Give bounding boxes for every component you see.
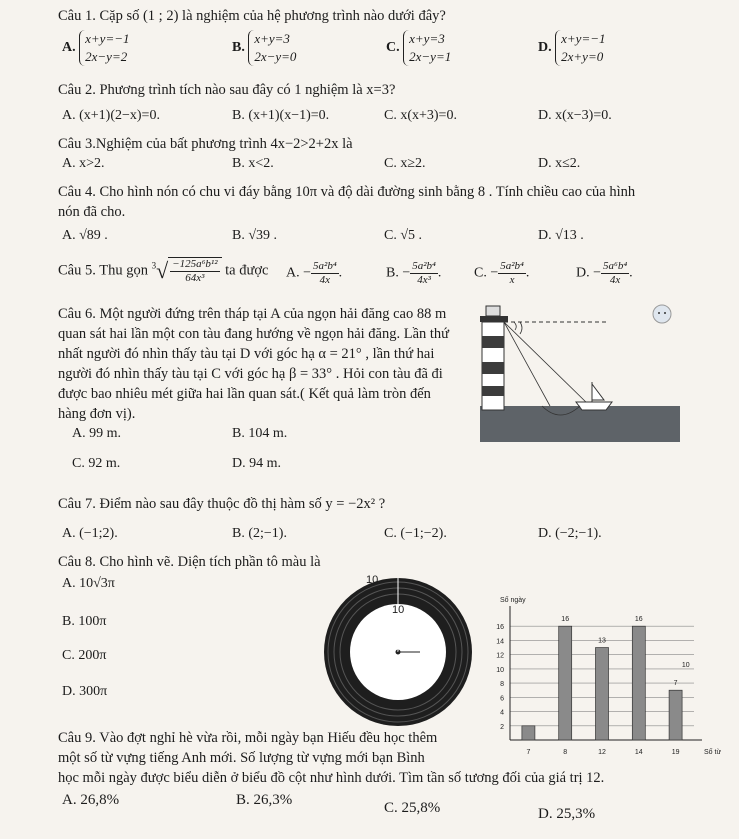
bar-value-label: 7 [673, 680, 678, 688]
q1-stem: Câu 1. Cặp số (1 ; 2) là nghiệm của hệ phương trình nào dưới đây? [58, 8, 446, 24]
bar-12 [596, 648, 609, 740]
q5-d-den: 4x [609, 274, 621, 286]
q6-line1: Câu 6. Một người đứng trên tháp tại A của ngọn hải đăng cao 88 m [58, 306, 447, 322]
q5-root-index: 3 [151, 260, 157, 271]
sun-icon [653, 305, 671, 323]
y-tick-label: 2 [500, 723, 504, 731]
q1-a-line2: 2x−y=2 [85, 49, 128, 64]
q1-b-line1: x+y=3 [254, 31, 290, 46]
q1-a-line1: x+y=−1 [85, 31, 130, 46]
q1-c-line2: 2x−y=1 [409, 49, 452, 64]
x-tick-label: 12 [598, 749, 606, 756]
q8-inner-radius-label: 10 [392, 604, 405, 616]
q7-option-c[interactable]: C. (−1;−2). [384, 526, 447, 541]
q4-stem-line2: nón đã cho. [58, 204, 126, 220]
q6-line4: người đó nhìn thấy tàu tại C với góc hạ β = 33° . Hỏi con tàu đã đi [58, 366, 443, 382]
q5-b-den: 4x³ [417, 274, 431, 286]
q9-line3: học mỗi ngày được biểu diễn ở biểu đồ cột như hình dưới. Tìm tần số tương đối của giá trị 12. [58, 770, 605, 786]
y-tick-label: 8 [500, 681, 504, 689]
q5-option-c[interactable]: C. − $\frac{\text{5a²b⁴}}{x}$ . [474, 260, 530, 286]
q1-option-c[interactable] [386, 30, 451, 66]
q9-line2: một số từ vựng tiếng Anh mới. Số lượng từ vựng mới bạn Bình [58, 750, 425, 766]
y-tick-label: 16 [496, 624, 504, 632]
q2-option-b[interactable]: B. (x+1)(x−1)=0. [232, 108, 330, 123]
q1-option-b[interactable] [232, 30, 296, 66]
q6-option-a[interactable]: A. 99 m. [72, 426, 121, 441]
q9-option-d[interactable]: D. 25,3% [538, 806, 596, 822]
q5-c-den: x [509, 274, 515, 286]
q6-option-b[interactable]: B. 104 m. [232, 426, 288, 441]
q5-c-label: C. − [474, 265, 499, 281]
q1-d-line2: 2x+y=0 [561, 49, 604, 64]
q7-option-b[interactable]: B. (2;−1). [232, 526, 287, 541]
q6-line5: được bao nhiêu mét giữa hai lần quan sát.( Kết quả làm tròn đến [58, 386, 431, 402]
q5-option-d[interactable]: D. − $\frac{\text{5a⁶b⁴}}{4x}$ . [576, 260, 633, 286]
q6-line2: quan sát hai lần một con tàu đang hướng về ngọn hải đăng. Lần thứ [58, 326, 450, 342]
q2-stem: Câu 2. Phương trình tích nào sau đây có 1 nghiệm là x=3? [58, 82, 396, 98]
q7-stem: Câu 7. Điểm nào sau đây thuộc đồ thị hàm số y = −2x² ? [58, 496, 386, 512]
bar-14 [632, 626, 645, 740]
q5-d-label: D. − [576, 265, 602, 281]
extra-label: 10 [681, 661, 690, 669]
q4-stem-line1: Câu 4. Cho hình nón có chu vi đáy bằng 10π và độ dài đường sinh bằng 8 . Tính chiều cao của hình [58, 184, 636, 200]
q1-option-d[interactable] [538, 30, 605, 66]
q1-b-label: B. [232, 40, 245, 56]
q9-option-a[interactable]: A. 26,8% [62, 792, 120, 808]
lighthouse-tower [480, 306, 508, 410]
q3-option-b[interactable]: B. x<2. [232, 156, 274, 171]
q3-option-d[interactable]: D. x≤2. [538, 156, 581, 171]
q5-radicand-den: 64x³ [185, 272, 205, 284]
q6-line3: nhất người đó nhìn thấy tàu tại D với góc hạ α = 21° , lần thứ hai [58, 346, 435, 362]
bar-value-label: 16 [561, 616, 570, 624]
q4-option-d[interactable]: D. √13 . [538, 228, 584, 243]
q9-option-b[interactable]: B. 26,3% [236, 792, 293, 808]
q5-d-num: 5a⁶b⁴ [603, 260, 628, 272]
q1-b-line2: 2x−y=0 [254, 49, 297, 64]
q6-option-d[interactable]: D. 94 m. [232, 456, 281, 471]
q4-option-c[interactable]: C. √5 . [384, 228, 423, 243]
q5-a-den: 4x [319, 274, 331, 286]
q2-option-c[interactable]: C. x(x+3)=0. [384, 108, 457, 123]
y-tick-label: 6 [500, 695, 504, 703]
q5-c-num: 5a²b⁴ [500, 260, 524, 272]
q8-outer-radius-label: 10 [366, 574, 379, 586]
bar-value-label: 13 [598, 637, 606, 645]
y-tick-label: 10 [496, 666, 504, 674]
q8-option-b[interactable]: B. 100π [62, 614, 107, 629]
q5-a-label: A. − [286, 265, 312, 281]
q3-stem: Câu 3.Nghiệm của bất phương trình 4x−2>2+2x là [58, 136, 353, 152]
q4-option-b[interactable]: B. √39 . [232, 228, 278, 243]
q5-stem-post: ta được [225, 262, 269, 279]
bar-chart [462, 590, 727, 772]
q8-option-c[interactable]: C. 200π [62, 648, 107, 663]
q6-line6: hàng đơn vị). [58, 406, 136, 422]
y-tick-label: 4 [500, 709, 504, 717]
q1-option-a[interactable] [62, 30, 129, 66]
q2-option-d[interactable]: D. x(x−3)=0. [538, 108, 612, 123]
q1-d-line1: x+y=−1 [561, 31, 606, 46]
y-tick-label: 12 [496, 652, 504, 660]
q5-radicand-num: −125a⁶b¹² [172, 258, 218, 270]
q1-d-label: D. [538, 40, 552, 56]
q8-option-d[interactable]: D. 300π [62, 684, 108, 699]
bar-8 [559, 626, 572, 740]
x-tick-label: 14 [634, 749, 643, 756]
q8-stem: Câu 8. Cho hình vẽ. Diện tích phần tô màu là [58, 554, 321, 570]
q9-line1: Câu 9. Vào đợt nghỉ hè vừa rồi, mỗi ngày bạn Hiếu đều học thêm [58, 730, 438, 746]
x-tick-label: 19 [671, 749, 680, 756]
y-axis-label: Số ngày [500, 597, 526, 604]
q1-c-label: C. [386, 40, 400, 56]
q5-b-label: B. − [386, 265, 411, 281]
q7-option-a[interactable]: A. (−1;2). [62, 526, 118, 541]
q5-option-b[interactable]: B. − $\frac{\text{5a²b⁴}}{\text{4x³}}$ . [386, 260, 442, 286]
q9-option-c[interactable]: C. 25,8% [384, 800, 441, 816]
lighthouse-figure [480, 302, 680, 442]
sea-shape [480, 406, 680, 442]
q3-option-a[interactable]: A. x>2. [62, 156, 105, 171]
q2-option-a[interactable]: A. (x+1)(2−x)=0. [62, 108, 160, 123]
bar-19 [669, 690, 682, 740]
q5-option-a[interactable]: A. − $\frac{\text{5a²b⁴}}{4x}$ . [286, 260, 343, 286]
q7-option-d[interactable]: D. (−2;−1). [538, 526, 602, 541]
x-tick-label: 7 [526, 749, 531, 756]
y-tick-label: 14 [496, 638, 504, 646]
q5-b-num: 5a²b⁴ [412, 260, 436, 272]
q5-stem: Câu 5. Thu gọn $^3$√ $\frac{\text{−125a⁶b¹²}}{\text{64x³}}$ ta được [58, 258, 269, 284]
q8-option-a[interactable]: A. 10√3π [62, 576, 115, 591]
q5-a-num: 5a²b⁴ [313, 260, 337, 272]
q5-stem-pre: Câu 5. Thu gọn [58, 262, 148, 279]
q4-option-a[interactable]: A. √89 . [62, 228, 108, 243]
bar-7 [522, 726, 535, 740]
x-tick-label: 8 [563, 749, 568, 756]
x-axis-label: Số từ [704, 749, 722, 756]
q1-a-label: A. [62, 40, 76, 56]
bar-value-label: 16 [634, 616, 643, 624]
q6-option-c[interactable]: C. 92 m. [72, 456, 121, 471]
q1-c-line1: x+y=3 [409, 31, 445, 46]
q3-option-c[interactable]: C. x≥2. [384, 156, 426, 171]
